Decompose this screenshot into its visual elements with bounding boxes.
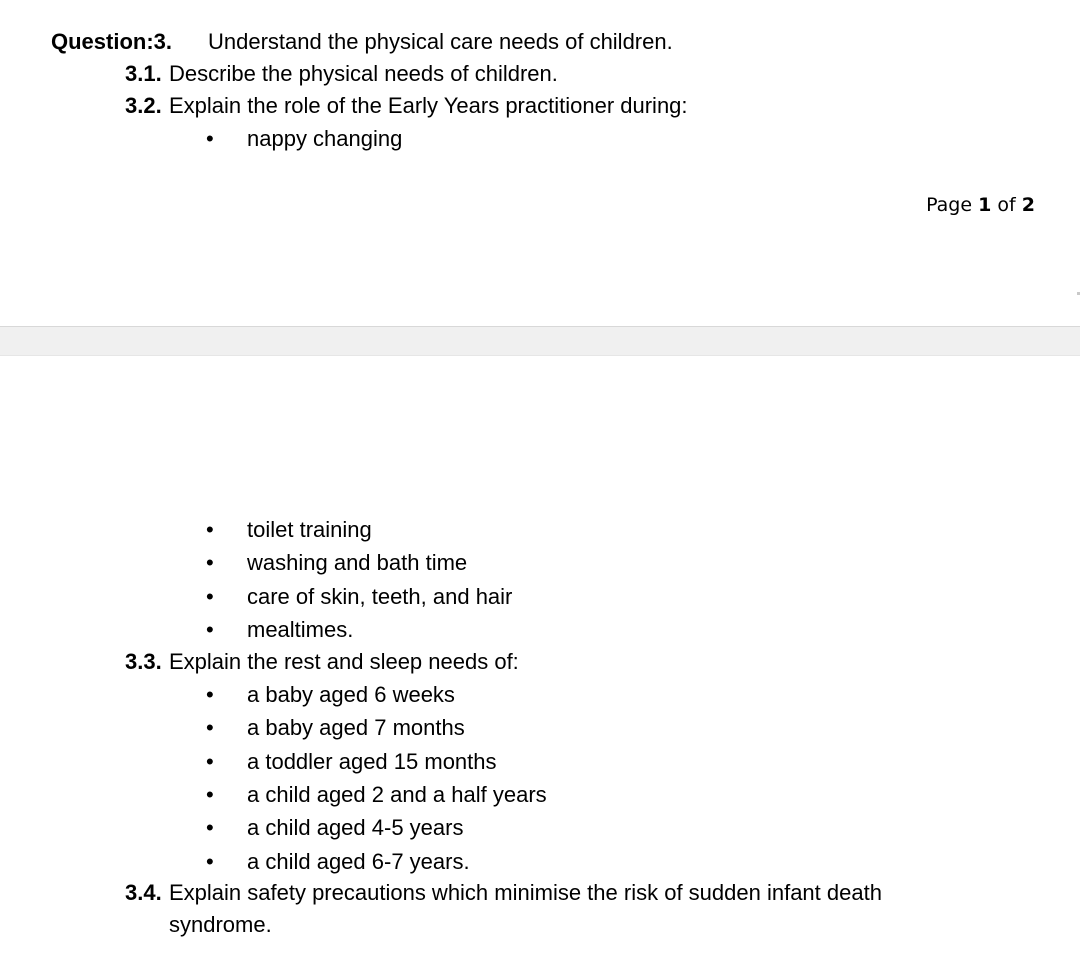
bullet-icon: • [206,126,214,151]
item-3-4-text: Explain safety precautions which minimise the risk of sudden infant death [169,880,882,905]
item-3-3-text: Explain the rest and sleep needs of: [169,649,519,674]
question-text: Understand the physical care needs of children. [208,29,673,54]
list-item: washing and bath time [247,550,468,575]
item-3-1-text: Describe the physical needs of children. [169,61,558,86]
page-current: 1 [978,194,992,216]
page-of-word: of [997,194,1016,216]
page-word: Page [926,194,973,216]
item-3-3-number: 3.3. [125,649,162,674]
document-page-1 [0,0,1080,326]
list-item: a child aged 2 and a half years [247,782,547,807]
list-item: a toddler aged 15 months [247,749,497,774]
item-3-1-number: 3.1. [125,61,162,86]
list-item: care of skin, teeth, and hair [247,584,513,609]
bullet-icon: • [206,715,214,740]
bullet-icon: • [206,682,214,707]
question-label: Question:3. [51,29,173,54]
bullet-icon: • [206,782,214,807]
list-item: toilet training [247,517,372,542]
page-footer [926,192,1035,218]
bullet-icon: • [206,815,214,840]
list-item: a child aged 6-7 years. [247,849,470,874]
item-3-4-number: 3.4. [125,880,162,905]
list-item: mealtimes. [247,617,354,642]
bullet-icon: • [206,584,214,609]
list-item: a child aged 4-5 years [247,815,464,840]
bullet-icon: • [206,849,214,874]
item-3-2-number: 3.2. [125,93,162,118]
bullet-icon: • [206,517,214,542]
bullet-icon: • [206,749,214,774]
page-total: 2 [1021,194,1035,216]
page-separator [0,326,1080,356]
list-item: nappy changing [247,126,403,151]
list-item: a baby aged 6 weeks [247,682,455,707]
bullet-icon: • [206,550,214,575]
item-3-2-text: Explain the role of the Early Years practitioner during: [169,93,688,118]
bullet-icon: • [206,617,214,642]
list-item: a baby aged 7 months [247,715,465,740]
document-page-2 [0,356,1080,955]
item-3-4-text-continued: syndrome. [169,912,272,937]
